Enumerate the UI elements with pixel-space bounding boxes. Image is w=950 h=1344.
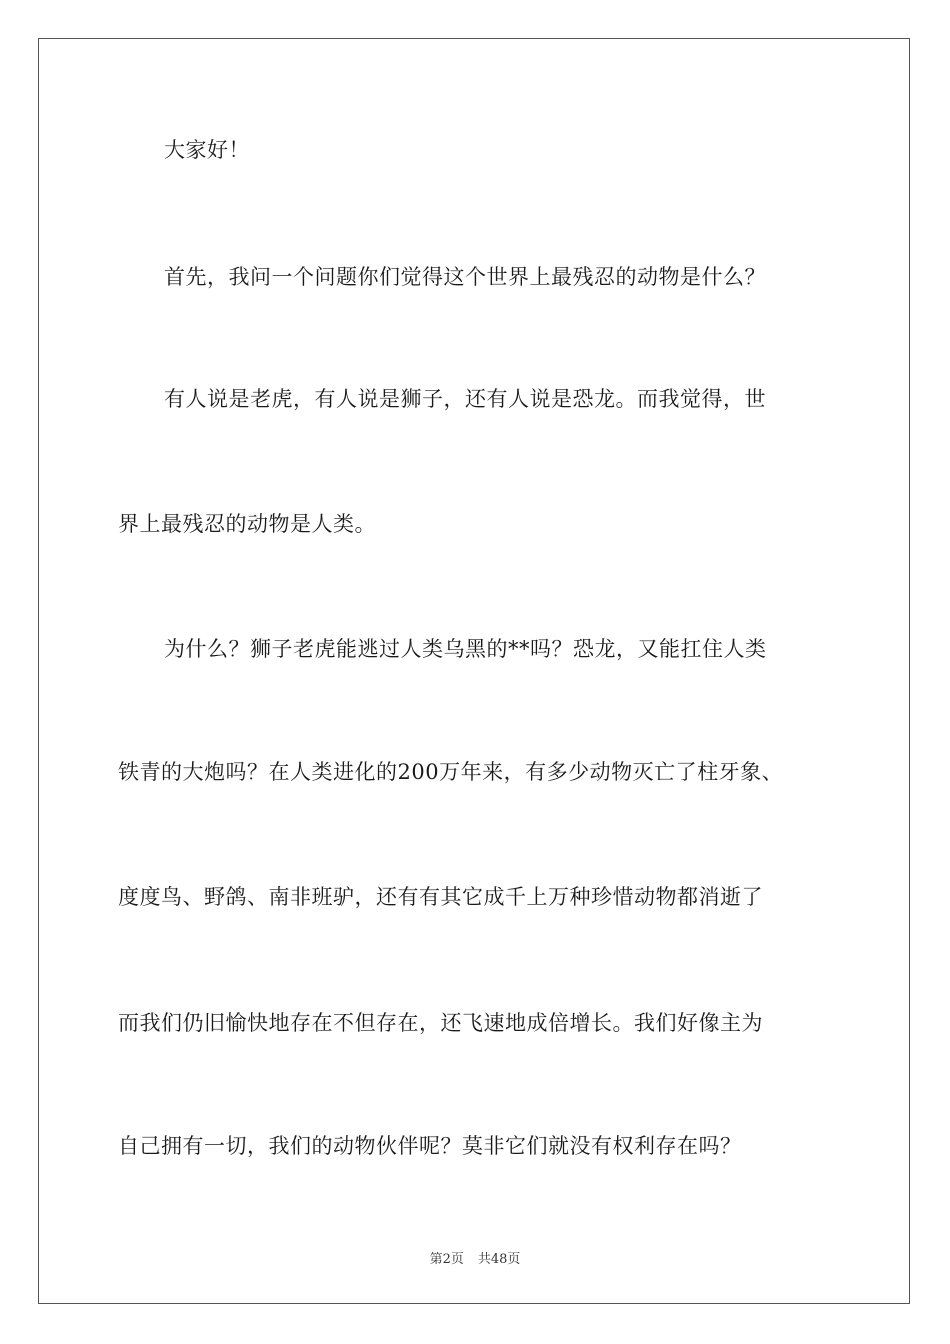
paragraph-line: 铁青的大炮吗？在人类进化的200万年来，有多少动物灭亡了柱牙象、 — [118, 760, 784, 784]
paragraph-line: 首先，我问一个问题你们觉得这个世界上最残忍的动物是什么？ — [164, 265, 766, 289]
greeting-line: 大家好！ — [164, 138, 250, 162]
page-footer — [0, 1248, 950, 1267]
page-number: 第2页 — [429, 1252, 464, 1267]
paragraph-line: 而我们仍旧愉快地存在不但存在，还飞速地成倍增长。我们好像主为 — [118, 1011, 763, 1035]
page-border — [38, 38, 910, 1304]
page-total: 共48页 — [477, 1252, 521, 1267]
paragraph-line: 自己拥有一切，我们的动物伙伴呢？莫非它们就没有权利存在吗？ — [118, 1134, 742, 1158]
paragraph-line: 界上最残忍的动物是人类。 — [118, 512, 376, 536]
paragraph-line: 有人说是老虎，有人说是狮子，还有人说是恐龙。而我觉得，世 — [164, 387, 766, 411]
paragraph-line: 为什么？狮子老虎能逃过人类乌黑的**吗？恐龙，又能扛住人类 — [164, 637, 767, 661]
paragraph-line: 度度鸟、野鸽、南非班驴，还有有其它成千上万种珍惜动物都消逝了 — [118, 885, 763, 909]
